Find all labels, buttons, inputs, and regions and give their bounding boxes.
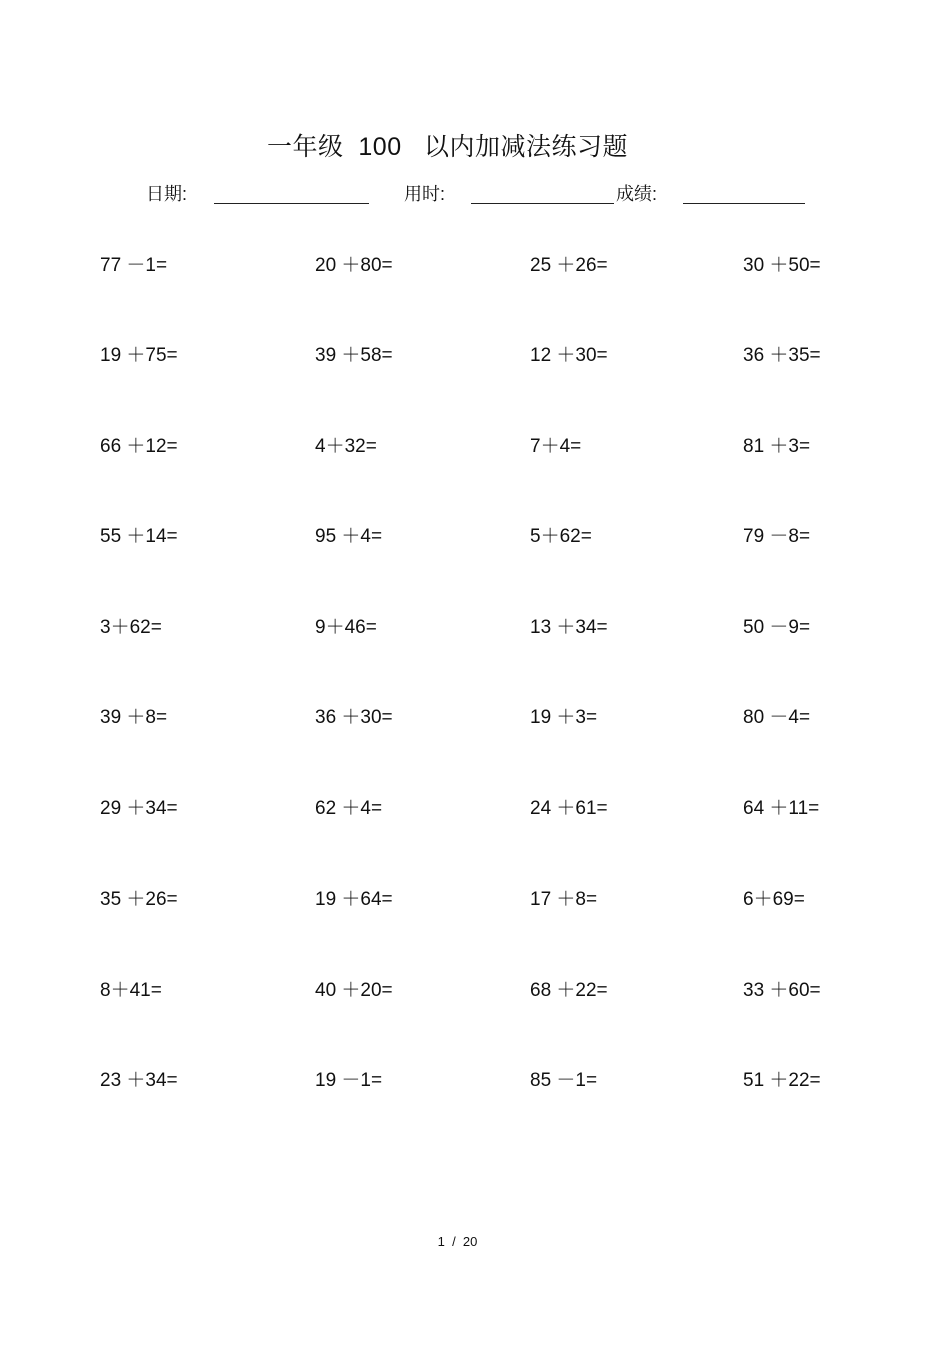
problem-item: 39 ＋8= (100, 707, 168, 728)
problem-item: 8＋41= (100, 980, 162, 1001)
problem-item: 5＋62= (530, 526, 592, 547)
problem-item: 12 ＋30= (530, 345, 608, 366)
problem-item: 85 －1= (530, 1070, 598, 1091)
info-row (0, 180, 950, 210)
worksheet-title: 一年级 100 以内加减法练习题 (267, 133, 628, 161)
problem-item: 35 ＋26= (100, 889, 178, 910)
problem-item: 33 ＋60= (743, 980, 821, 1001)
problem-item: 4＋32= (315, 436, 377, 457)
score-blank-line (683, 203, 805, 204)
problem-item: 68 ＋22= (530, 980, 608, 1001)
problem-item: 23 ＋34= (100, 1070, 178, 1091)
problem-item: 51 ＋22= (743, 1070, 821, 1091)
problem-item: 29 ＋34= (100, 798, 178, 819)
problem-item: 36 ＋35= (743, 345, 821, 366)
problem-item: 79 －8= (743, 526, 811, 547)
problem-item: 66 ＋12= (100, 436, 178, 457)
time-label: 用时: (404, 184, 446, 204)
problem-item: 81 ＋3= (743, 436, 811, 457)
problem-item: 20 ＋80= (315, 255, 393, 276)
score-label: 成绩: (616, 184, 658, 204)
problem-item: 39 ＋58= (315, 345, 393, 366)
problem-item: 17 ＋8= (530, 889, 598, 910)
problem-item: 77 －1= (100, 255, 168, 276)
date-label: 日期: (146, 184, 188, 204)
problem-item: 9＋46= (315, 617, 377, 638)
problem-item: 7＋4= (530, 436, 582, 457)
problem-item: 19 －1= (315, 1070, 383, 1091)
problem-item: 30 ＋50= (743, 255, 821, 276)
problem-item: 3＋62= (100, 617, 162, 638)
problem-item: 13 ＋34= (530, 617, 608, 638)
time-blank-line (471, 203, 614, 204)
problem-item: 80 －4= (743, 707, 811, 728)
problem-item: 64 ＋11= (743, 798, 820, 819)
problem-item: 36 ＋30= (315, 707, 393, 728)
problem-item: 62 ＋4= (315, 798, 383, 819)
problem-item: 40 ＋20= (315, 980, 393, 1001)
problem-item: 19 ＋75= (100, 345, 178, 366)
problem-item: 25 ＋26= (530, 255, 608, 276)
problem-item: 6＋69= (743, 889, 805, 910)
problem-item: 24 ＋61= (530, 798, 608, 819)
date-blank-line (214, 203, 369, 204)
problem-item: 19 ＋3= (530, 707, 598, 728)
problem-item: 19 ＋64= (315, 889, 393, 910)
problem-item: 95 ＋4= (315, 526, 383, 547)
problem-item: 55 ＋14= (100, 526, 178, 547)
problem-item: 50 －9= (743, 617, 811, 638)
page-indicator: 1 / 20 (437, 1234, 478, 1249)
